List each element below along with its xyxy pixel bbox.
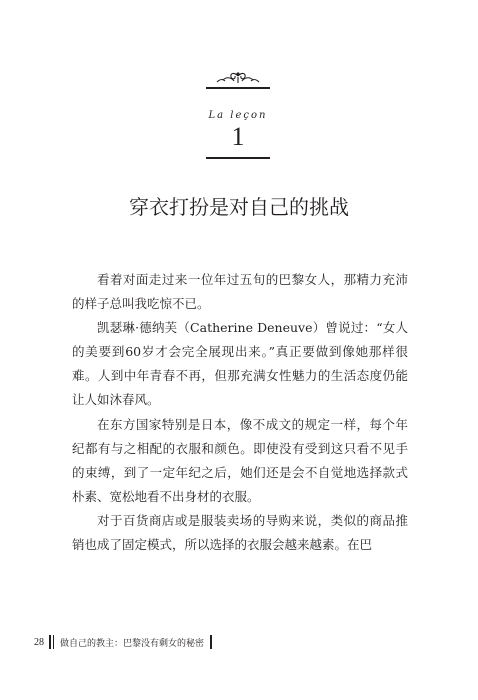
running-title: 做自己的教主：巴黎没有剩女的秘密 — [60, 638, 205, 649]
paragraph: 在东方国家特别是日本，像不成文的规定一样，每个年纪都有与之相配的衣服和颜色。即使没有受到这只看不见手的束缚，到了一定年纪之后，她们还是会不自觉地选择款式朴素、宽松地看不出身材的衣服。 — [72, 416, 408, 504]
body-text — [72, 268, 408, 557]
ornament-icon — [203, 70, 273, 102]
paragraph: 对于百货商店或是服装卖场的导购来说，类似的商品推销也成了固定模式，所以选择的衣服会越来越素。在巴 — [72, 512, 408, 553]
chapter-title: 穿衣打扮是对自己的挑战 — [129, 195, 349, 219]
page-footer — [34, 634, 212, 650]
paragraph: 看着对面走过来一位年过五旬的巴黎女人，那精力充沛的样子总叫我吃惊不已。 — [72, 272, 408, 312]
chapter-rule — [206, 157, 270, 159]
chapter-label: La leçon — [208, 110, 268, 121]
chapter-number: 1 — [231, 122, 245, 151]
footer-bar — [53, 635, 54, 649]
chapter-emblem — [203, 70, 273, 170]
page-number: 28 — [34, 636, 44, 648]
footer-bar — [49, 635, 51, 649]
footer-bar — [210, 635, 212, 649]
paragraph: 凯瑟琳·德纳芙（Catherine Deneuve）曾说过：“女人的美要到60岁才会完全展现出来。”真正要做到像她那样很难。人到中年青春不再，但那充满女性魅力的生活态度仍能让人如沐春风。 — [72, 320, 408, 408]
